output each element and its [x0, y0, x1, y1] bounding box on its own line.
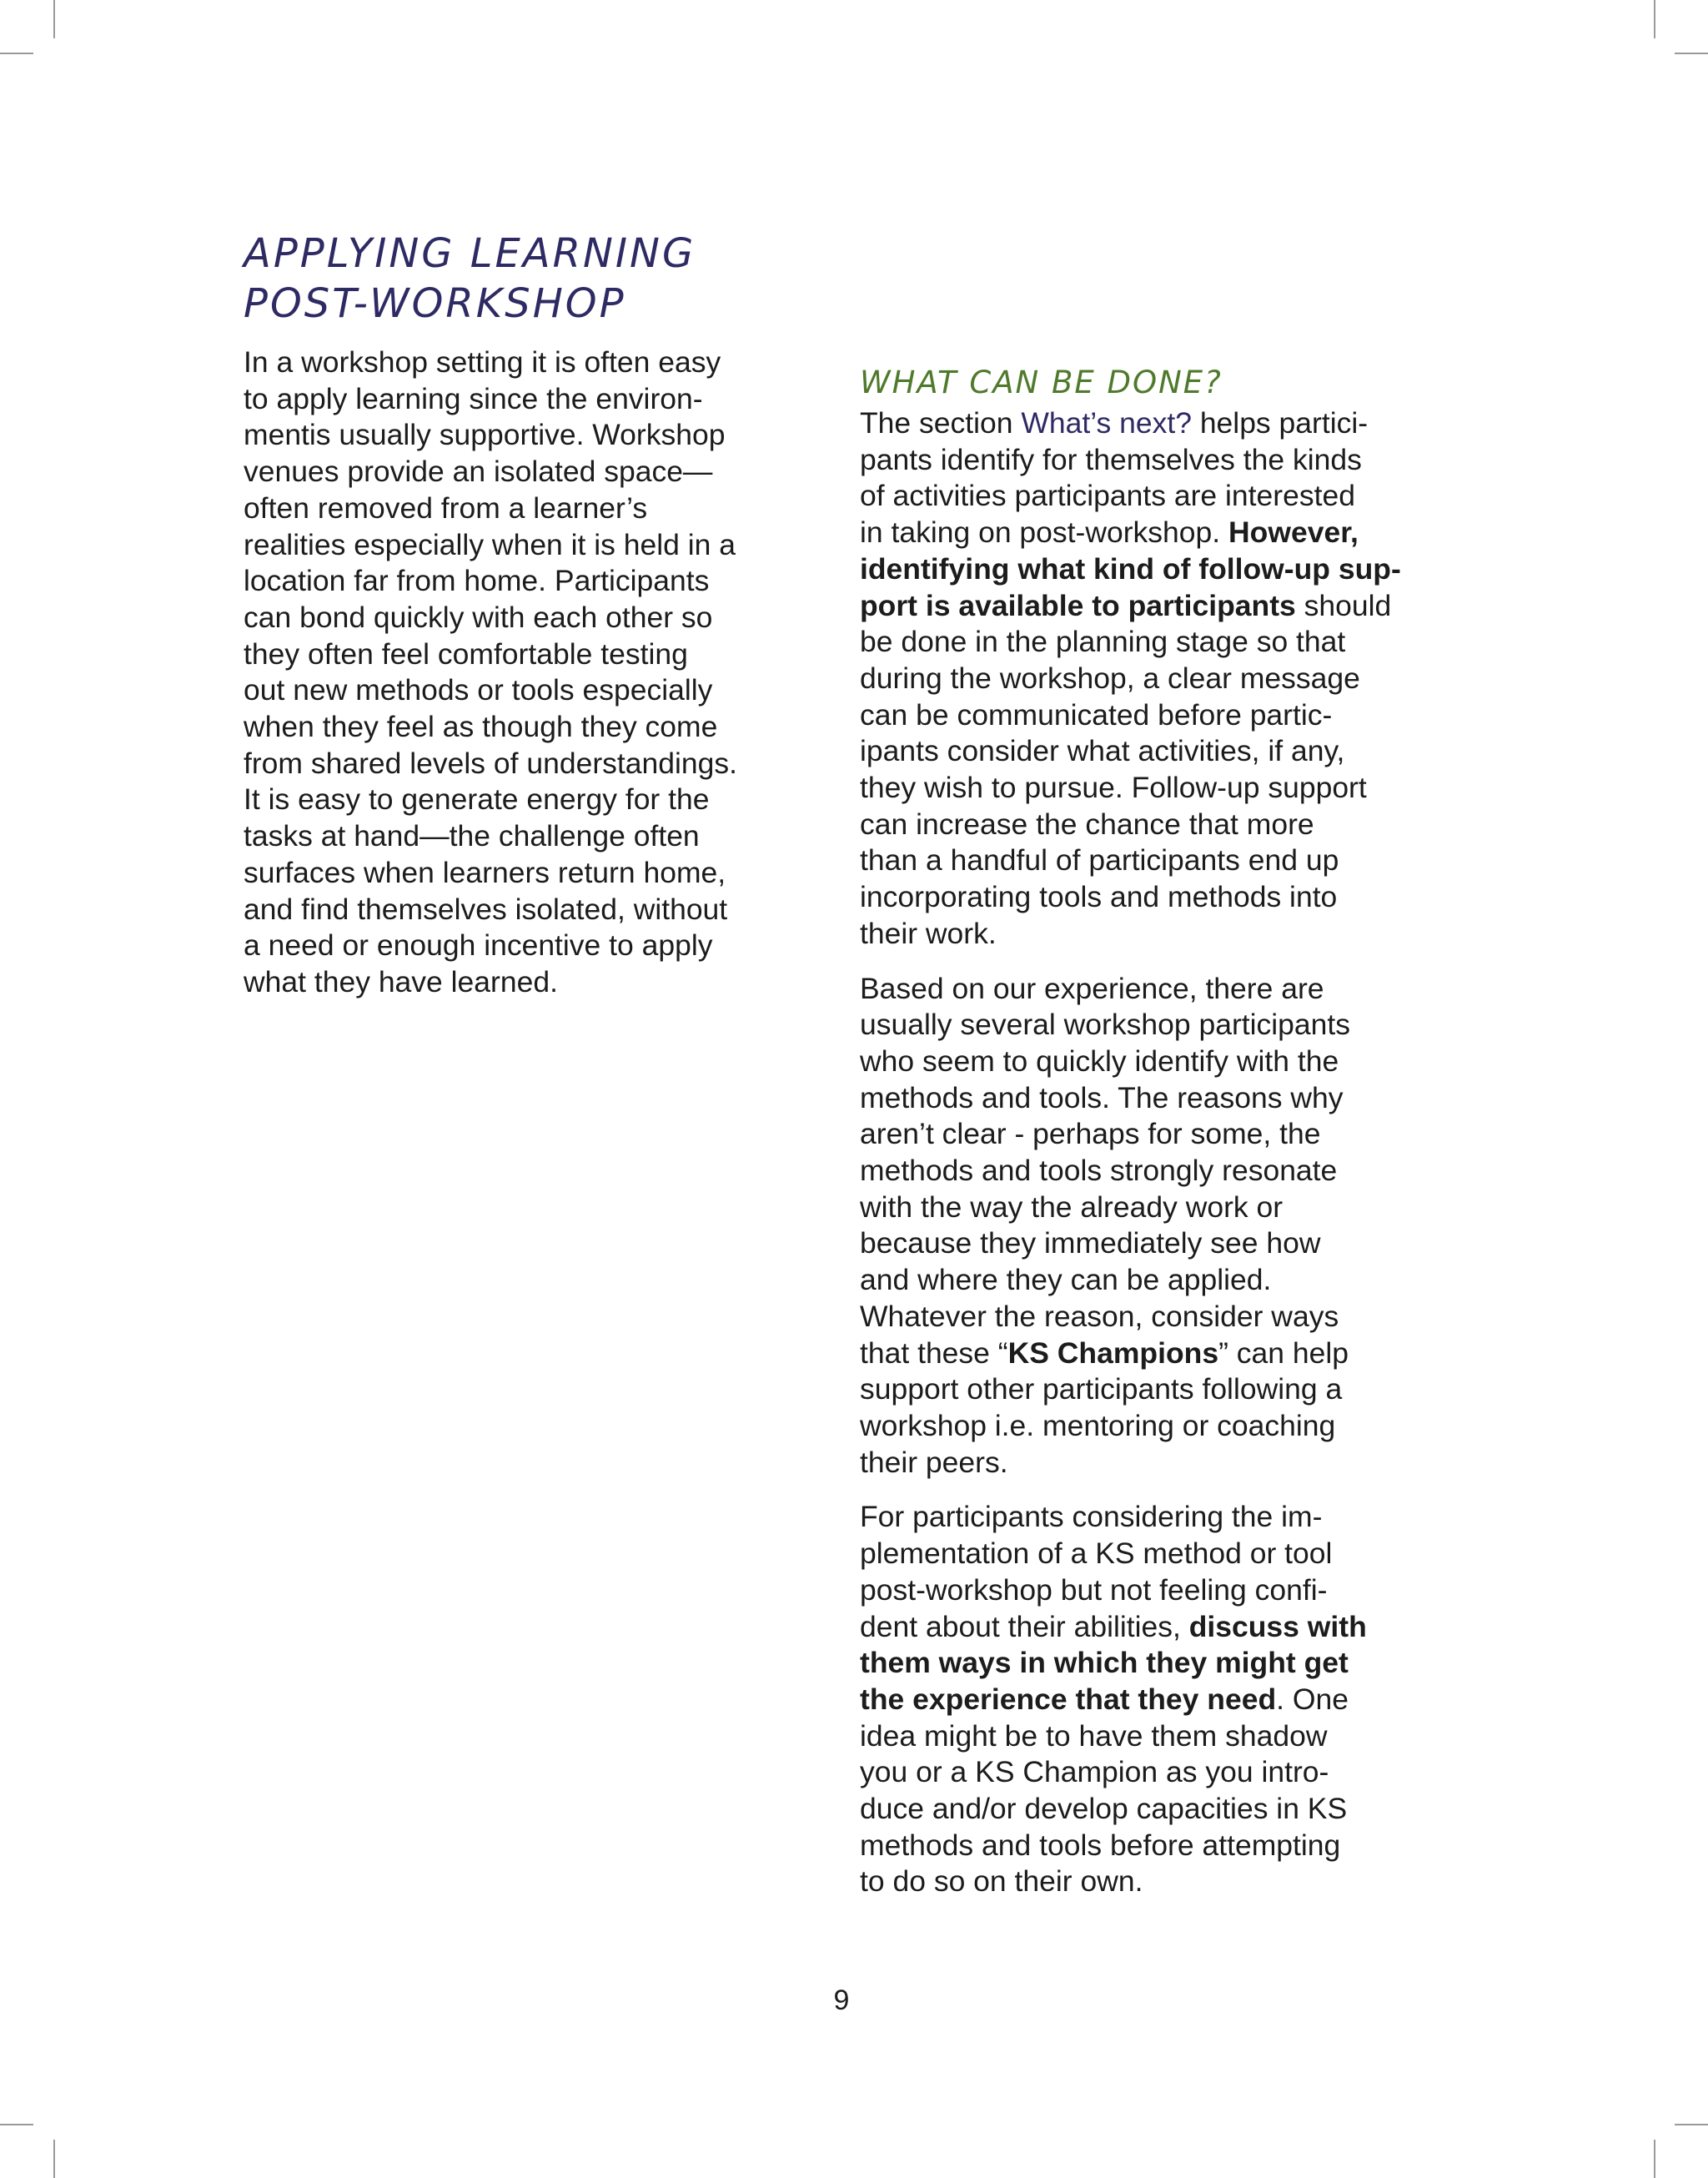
- text-line: tasks at hand—the challenge often: [244, 819, 700, 853]
- text-line: a need or enough incentive to apply: [244, 928, 713, 963]
- text-line: their work.: [860, 916, 997, 950]
- text-line: methods and tools before attempting: [860, 1828, 1341, 1862]
- text-line: and find themselves isolated, without: [244, 892, 728, 926]
- crop-mark: [1675, 53, 1708, 54]
- text-run: The section: [860, 406, 1022, 440]
- emphasis-text: KS Champions: [1007, 1335, 1219, 1370]
- crop-mark: [53, 2140, 55, 2178]
- right-column: [860, 405, 1410, 1900]
- text-line: For participants considering the im-: [860, 1500, 1323, 1534]
- text-line: mentis usually supportive. Workshop: [244, 418, 726, 452]
- text-line: and where they can be applied.: [860, 1263, 1272, 1297]
- text-run: should: [1295, 588, 1392, 622]
- text-line: It is easy to generate energy for the: [244, 782, 710, 817]
- text-line: from shared levels of understandings.: [244, 746, 737, 780]
- text-line: In a workshop setting it is often easy: [244, 345, 721, 379]
- text-line: aren’t clear - perhaps for some, the: [860, 1117, 1321, 1151]
- text-line: support other participants following a: [860, 1372, 1343, 1406]
- text-line: [860, 1335, 1410, 1372]
- text-line: Based on our experience, there are: [860, 971, 1324, 1005]
- emphasis-text: port is available to participants: [860, 588, 1296, 622]
- text-line: surfaces when learners return home,: [244, 855, 726, 889]
- intro-paragraph: [244, 345, 777, 1001]
- text-line: because they immediately see how: [860, 1226, 1321, 1260]
- text-line: can be communicated before partic-: [860, 697, 1333, 732]
- text-line: to apply learning since the environ-: [244, 381, 703, 415]
- page-title: [244, 229, 777, 329]
- text-line: you or a KS Champion as you intro-: [860, 1755, 1329, 1789]
- text-line: [860, 405, 1410, 442]
- emphasis-text: However,: [1228, 516, 1359, 550]
- text-run: . One: [1276, 1682, 1349, 1716]
- crop-mark: [1654, 2140, 1655, 2178]
- text-line: [860, 588, 1410, 625]
- section-subheading: WHAT CAN BE DONE?: [860, 365, 1223, 400]
- text-line: be done in the planning stage so that: [860, 625, 1346, 659]
- paragraph-follow-up: [860, 405, 1410, 953]
- text-line: ipants consider what activities, if any,: [860, 734, 1345, 768]
- paragraph-ks-champions: [860, 971, 1410, 1481]
- page-title-line: POST-WORKSHOP: [244, 280, 626, 327]
- text-line: [860, 1609, 1410, 1646]
- emphasis-text: them ways in which they might get: [860, 1646, 1349, 1680]
- page-title-line: APPLYING LEARNING: [244, 230, 696, 277]
- text-line: duce and/or develop capacities in KS: [860, 1792, 1348, 1826]
- text-line: workshop i.e. mentoring or coaching: [860, 1408, 1336, 1442]
- text-line: [860, 515, 1410, 551]
- emphasis-text: identifying what kind of follow-up sup-: [860, 551, 1401, 586]
- text-run: in taking on post-workshop.: [860, 516, 1229, 550]
- text-line: who seem to quickly identify with the: [860, 1044, 1339, 1078]
- text-line: post-workshop but not feeling confi-: [860, 1572, 1328, 1607]
- text-line: when they feel as though they come: [244, 710, 718, 744]
- crop-mark: [1675, 2124, 1708, 2125]
- text-line: their peers.: [860, 1445, 1008, 1479]
- text-line: can bond quickly with each other so: [244, 600, 713, 634]
- text-line: realities especially when it is held in a: [244, 527, 736, 561]
- text-line: location far from home. Participants: [244, 564, 710, 598]
- text-line: idea might be to have them shadow: [860, 1718, 1328, 1753]
- text-line: methods and tools strongly resonate: [860, 1154, 1338, 1188]
- text-line: of activities participants are interested: [860, 479, 1355, 513]
- text-line: incorporating tools and methods into: [860, 880, 1338, 914]
- text-line: usually several workshop participants: [860, 1008, 1351, 1042]
- paragraph-confidence: [860, 1499, 1410, 1900]
- emphasis-text: the experience that they need: [860, 1682, 1277, 1716]
- text-line: [860, 551, 1410, 588]
- text-line: can increase the chance that more: [860, 807, 1314, 841]
- text-line: what they have learned.: [244, 964, 558, 998]
- text-line: they wish to pursue. Follow-up support: [860, 771, 1367, 805]
- page-number: 9: [833, 1984, 850, 2016]
- whats-next-link[interactable]: What’s next?: [1021, 406, 1192, 440]
- text-line: than a handful of participants end up: [860, 843, 1339, 878]
- text-run: dent about their abilities,: [860, 1609, 1189, 1643]
- text-line: to do so on their own.: [860, 1864, 1143, 1899]
- text-line: [860, 1645, 1410, 1682]
- text-line: often removed from a learner’s: [244, 490, 648, 525]
- text-line: Whatever the reason, consider ways: [860, 1299, 1339, 1333]
- text-line: venues provide an isolated space—: [244, 455, 713, 489]
- text-line: they often feel comfortable testing: [244, 636, 688, 671]
- text-run: helps partici-: [1191, 406, 1369, 440]
- text-line: pants identify for themselves the kinds: [860, 442, 1362, 476]
- text-line: [860, 1682, 1410, 1718]
- crop-mark: [0, 53, 33, 54]
- emphasis-text: discuss with: [1188, 1609, 1367, 1643]
- crop-mark: [1654, 0, 1655, 38]
- text-run: ” can help: [1218, 1335, 1349, 1370]
- left-column: [244, 345, 777, 1001]
- text-line: out new methods or tools especially: [244, 673, 713, 707]
- crop-mark: [53, 0, 55, 38]
- text-run: that these “: [860, 1335, 1008, 1370]
- crop-mark: [0, 2124, 33, 2125]
- text-line: during the workshop, a clear message: [860, 661, 1360, 695]
- text-line: with the way the already work or: [860, 1190, 1284, 1224]
- text-line: plementation of a KS method or tool: [860, 1537, 1333, 1571]
- text-line: methods and tools. The reasons why: [860, 1080, 1344, 1114]
